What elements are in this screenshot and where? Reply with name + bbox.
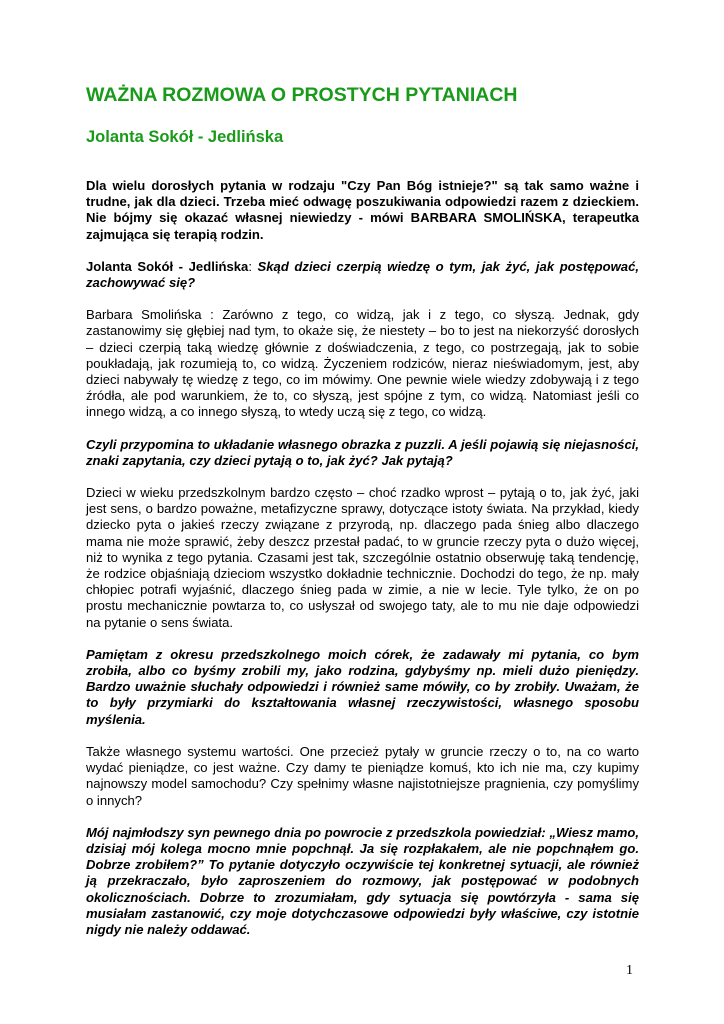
question-paragraph-1: [86, 259, 639, 291]
article-body: [86, 178, 639, 954]
article-title: WAŻNA ROZMOWA O PROSTYCH PYTANIACH: [86, 84, 518, 106]
interviewer-name: Jolanta Sokół - Jedlińska: [86, 258, 249, 274]
question-paragraph-2: Czyli przypomina to układanie własnego obrazka z puzzli. A jeśli pojawią się niejasności, znaki zapytania, czy dzieci pytają o to, jak żyć? Jak pytają?: [86, 436, 639, 468]
question-paragraph-4: Mój najmłodszy syn pewnego dnia po powrocie z przedszkola powiedział: „Wiesz mamo, dzisiaj mój kolega mocno mnie popchnął. Ja się rozpłakałem, ale nie popchnąłem go. Dobrze zrobiłem?” To pytanie dotyczyło oczywiście tej konkretnej sytuacji, ale również ją przekraczało, było zaproszeniem do rozmowy, jak postępować w podobnych okolicznościach. Dobrze to zrozumiałam, gdy sytuacja się powtórzyła - sama się musiałam zastanowić, czy moje dotychczasowe odpowiedzi były właściwe, czy istotnie nigdy nie należy oddawać.: [86, 824, 639, 937]
lead-paragraph: Dla wielu dorosłych pytania w rodzaju "Czy Pan Bóg istnieje?" są tak samo ważne i trudne, jak dla dzieci. Trzeba mieć odwagę poszukiwania odpowiedzi razem z dzieckiem. Nie bójmy się okazać własnej niewiedzy - mówi BARBARA SMOLIŃSKA, terapeutka zajmująca się terapią rodzin.: [86, 178, 639, 242]
article-author: Jolanta Sokół - Jedlińska: [86, 128, 284, 146]
answer-paragraph-3: Także własnego systemu wartości. One przecież pytały w gruncie rzeczy o to, na co warto wydać pieniądze, co jest ważne. Czy damy te pieniądze komuś, kto ich nie ma, czy kupimy najnowszy model samochodu? Czy spełnimy własne najistotniejsze pragnienia, czy pomyślimy o innych?: [86, 743, 639, 808]
question-text: Skąd dzieci czerpią wiedzę o tym, jak żyć, jak postępować, zachowywać się?: [86, 258, 639, 291]
answer-paragraph-1: Barbara Smolińska : Zarówno z tego, co widzą, jak i z tego, co słyszą. Jednak, gdy zastanowimy się głębiej nad tym, to okaże się, że niestety – bo to jest na niekorzyść dorosłych – dzieci czerpią taką wiedzę głównie z doświadczenia, z tego, co postrzegają, jak to sobie poukładają, jak rozumieją to, co widzą. Życzeniem rodziców, nieraz nieświadomym, jest, aby dzieci nabywały tę wiedzę z tego, co im mówimy. One pewnie wiele wiedzy zdobywają i z tego źródła, ale pod warunkiem, że to, co słyszą, jest spójne z tym, co widzą. Natomiast jeśli co innego widzą, a co innego słyszą, to wtedy uczą się z tego, co widzą.: [86, 307, 639, 420]
question-paragraph-3: Pamiętam z okresu przedszkolnego moich córek, że zadawały mi pytania, co bym zrobiła, albo co byśmy zrobili my, jako rodzina, gdybyśmy np. mieli dużo pieniędzy. Bardzo uważnie słuchały odpowiedzi i również same mówiły, co by zrobiły. Uważam, że to były przymiarki do kształtowania własnej rzeczywistości, własnego sposobu myślenia.: [86, 646, 639, 727]
answer-paragraph-2: Dzieci w wieku przedszkolnym bardzo często – choć rzadko wprost – pytają o to, jak żyć, jaki jest sens, o bardzo poważne, metafizyczne sprawy, dotyczące istoty świata. Na przykład, kiedy dziecko pyta o jakieś rzeczy związane z przyrodą, np. dlaczego pada śnieg albo dlaczego mama nie może sprawić, żeby deszcz przestał padać, to w gruncie rzeczy pyta o dużo więcej, niż to wynika z tego pytania. Czasami jest tak, szczególnie ostatnio obserwuję taką tendencję, że rodzice objaśniają dzieciom wszystko dokładnie technicznie. Dochodzi do tego, że np. mały chłopiec potrafi wyjaśnić, dlaczego śnieg pada w zimie, a nie w lecie. Tyle tylko, że on po prostu mechanicznie powtarza to, co usłyszał od swojego taty, ale to mu nie daje odpowiedzi na pytanie o sens świata.: [86, 485, 639, 630]
speaker-separator: :: [248, 258, 258, 274]
page-number: 1: [626, 963, 633, 978]
